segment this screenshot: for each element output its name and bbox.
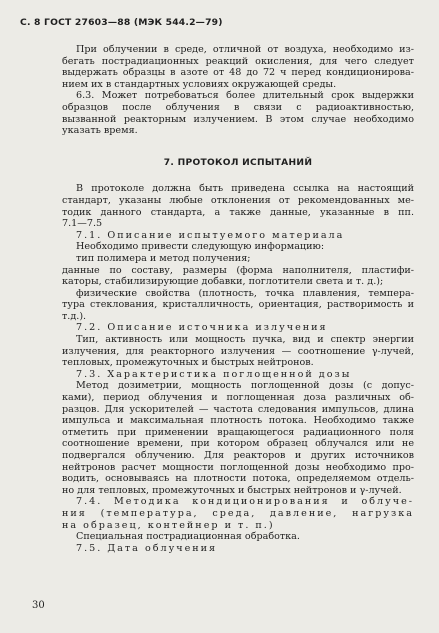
list-item: каторы, стабилизирующие добавки, поглотители света и т. д.); [62,276,384,288]
list-item: тип полимера и метод получения; [76,252,251,264]
text-line: нием их в стандартных условиях окружающей среды. [62,78,337,90]
subsection-heading: 7.3. Характеристика поглощенной дозы [76,368,352,380]
subsection-heading: 7.2. Описание источника излучения [76,322,328,334]
text-line: 7.1—7.5 [62,218,103,230]
subsection-heading: 7.5. Дата облучения [76,542,218,554]
intro-paragraph [62,44,414,90]
page-body [62,44,414,554]
list-item: тура стеклования, кристалличность, ориентация, растворимость и [62,299,414,311]
subsection-7-2 [62,322,414,368]
text-line: соотношение времени, при котором образец облучался или не [62,438,414,450]
text-line: 6.3. Может потребоваться более длительный срок выдержки [76,90,414,102]
text-line: В протоколе должна быть приведена ссылка на настоящий [76,183,414,195]
subsection-heading: на образец, контейнер и т. п.) [62,519,275,531]
text-line: образцов после облучения в связи с радиоактивностью, [62,101,414,113]
text-line: Специальная пострадиационная обработка. [76,531,300,543]
list-item: данные по составу, размеры (форма наполнителя, пластифи- [62,264,414,276]
subsection-heading: 7.4. Методика кондиционирования и облуче- [76,496,414,508]
page-number: 30 [32,600,45,611]
text-line: тепловых, промежуточных и быстрых нейтронов. [62,357,314,369]
text-line: водить, основываясь на плотности потока, определяемом отдель- [62,473,414,485]
text-line: но для тепловых, промежуточных и быстрых нейтронов и γ-лучей. [62,484,402,496]
text-line: выдержать образцы в азоте от 48 до 72 ч перед кондиционирова- [62,67,414,79]
subsection-heading: 7.1. Описание испытуемого материала [76,229,345,241]
subsection-heading: ния (температура, среда, давление, нагрузка [62,507,414,519]
text-line: излучения, для реакторного излучения — соотношение γ-лучей, [62,345,414,357]
text-line: вызванной реакторным излучением. В этом случае необходимо [62,113,414,125]
text-line: разцов. Для ускорителей — частота следования импульсов, длина [62,403,414,415]
text-line: импульса и максимальная плотность потока. Необходимо также [62,415,414,427]
text-line: подвергался облучению. Для реакторов и других источников [62,450,414,461]
text-line: тодик данного стандарта, а также данные, указанные в пп. [62,206,414,218]
paragraph-6-3 [62,90,414,136]
section-title: 7. ПРОТОКОЛ ИСПЫТАНИЙ [163,157,313,168]
text-line: При облучении в среде, отличной от воздуха, необходимо из- [76,44,414,55]
text-line: указать время. [62,125,138,137]
text-line: ками), период облучения и поглощенная доза различных об- [62,392,414,404]
subsection-7-4 [62,496,414,542]
text-line: Необходимо привести следующую информацию: [76,241,325,253]
page-header: С. 8 ГОСТ 27603—88 (МЭК 544.2—79) [20,17,223,28]
subsection-7-1 [62,230,414,323]
list-item: т.д.). [62,310,87,322]
text-line: отметить при применении вращающегося радиационного поля [62,426,414,438]
text-line: Метод дозиметрии, мощность поглощенной дозы (с допус- [76,380,414,392]
text-line: стандарт, указаны любые отклонения от рекомендованных ме- [62,194,414,206]
list-item: физические свойства (плотность, точка плавления, темпера- [76,287,414,299]
section-intro [62,183,414,229]
text-line: нейтронов расчет мощности поглощенной дозы необходимо про- [62,461,414,473]
text-line: бегать пострадиационных реакций окисления, для чего следует [62,55,414,67]
text-line: Тип, активность или мощность пучка, вид и спектр энергии [76,334,414,346]
subsection-7-3 [62,369,414,497]
subsection-7-5 [62,543,414,555]
